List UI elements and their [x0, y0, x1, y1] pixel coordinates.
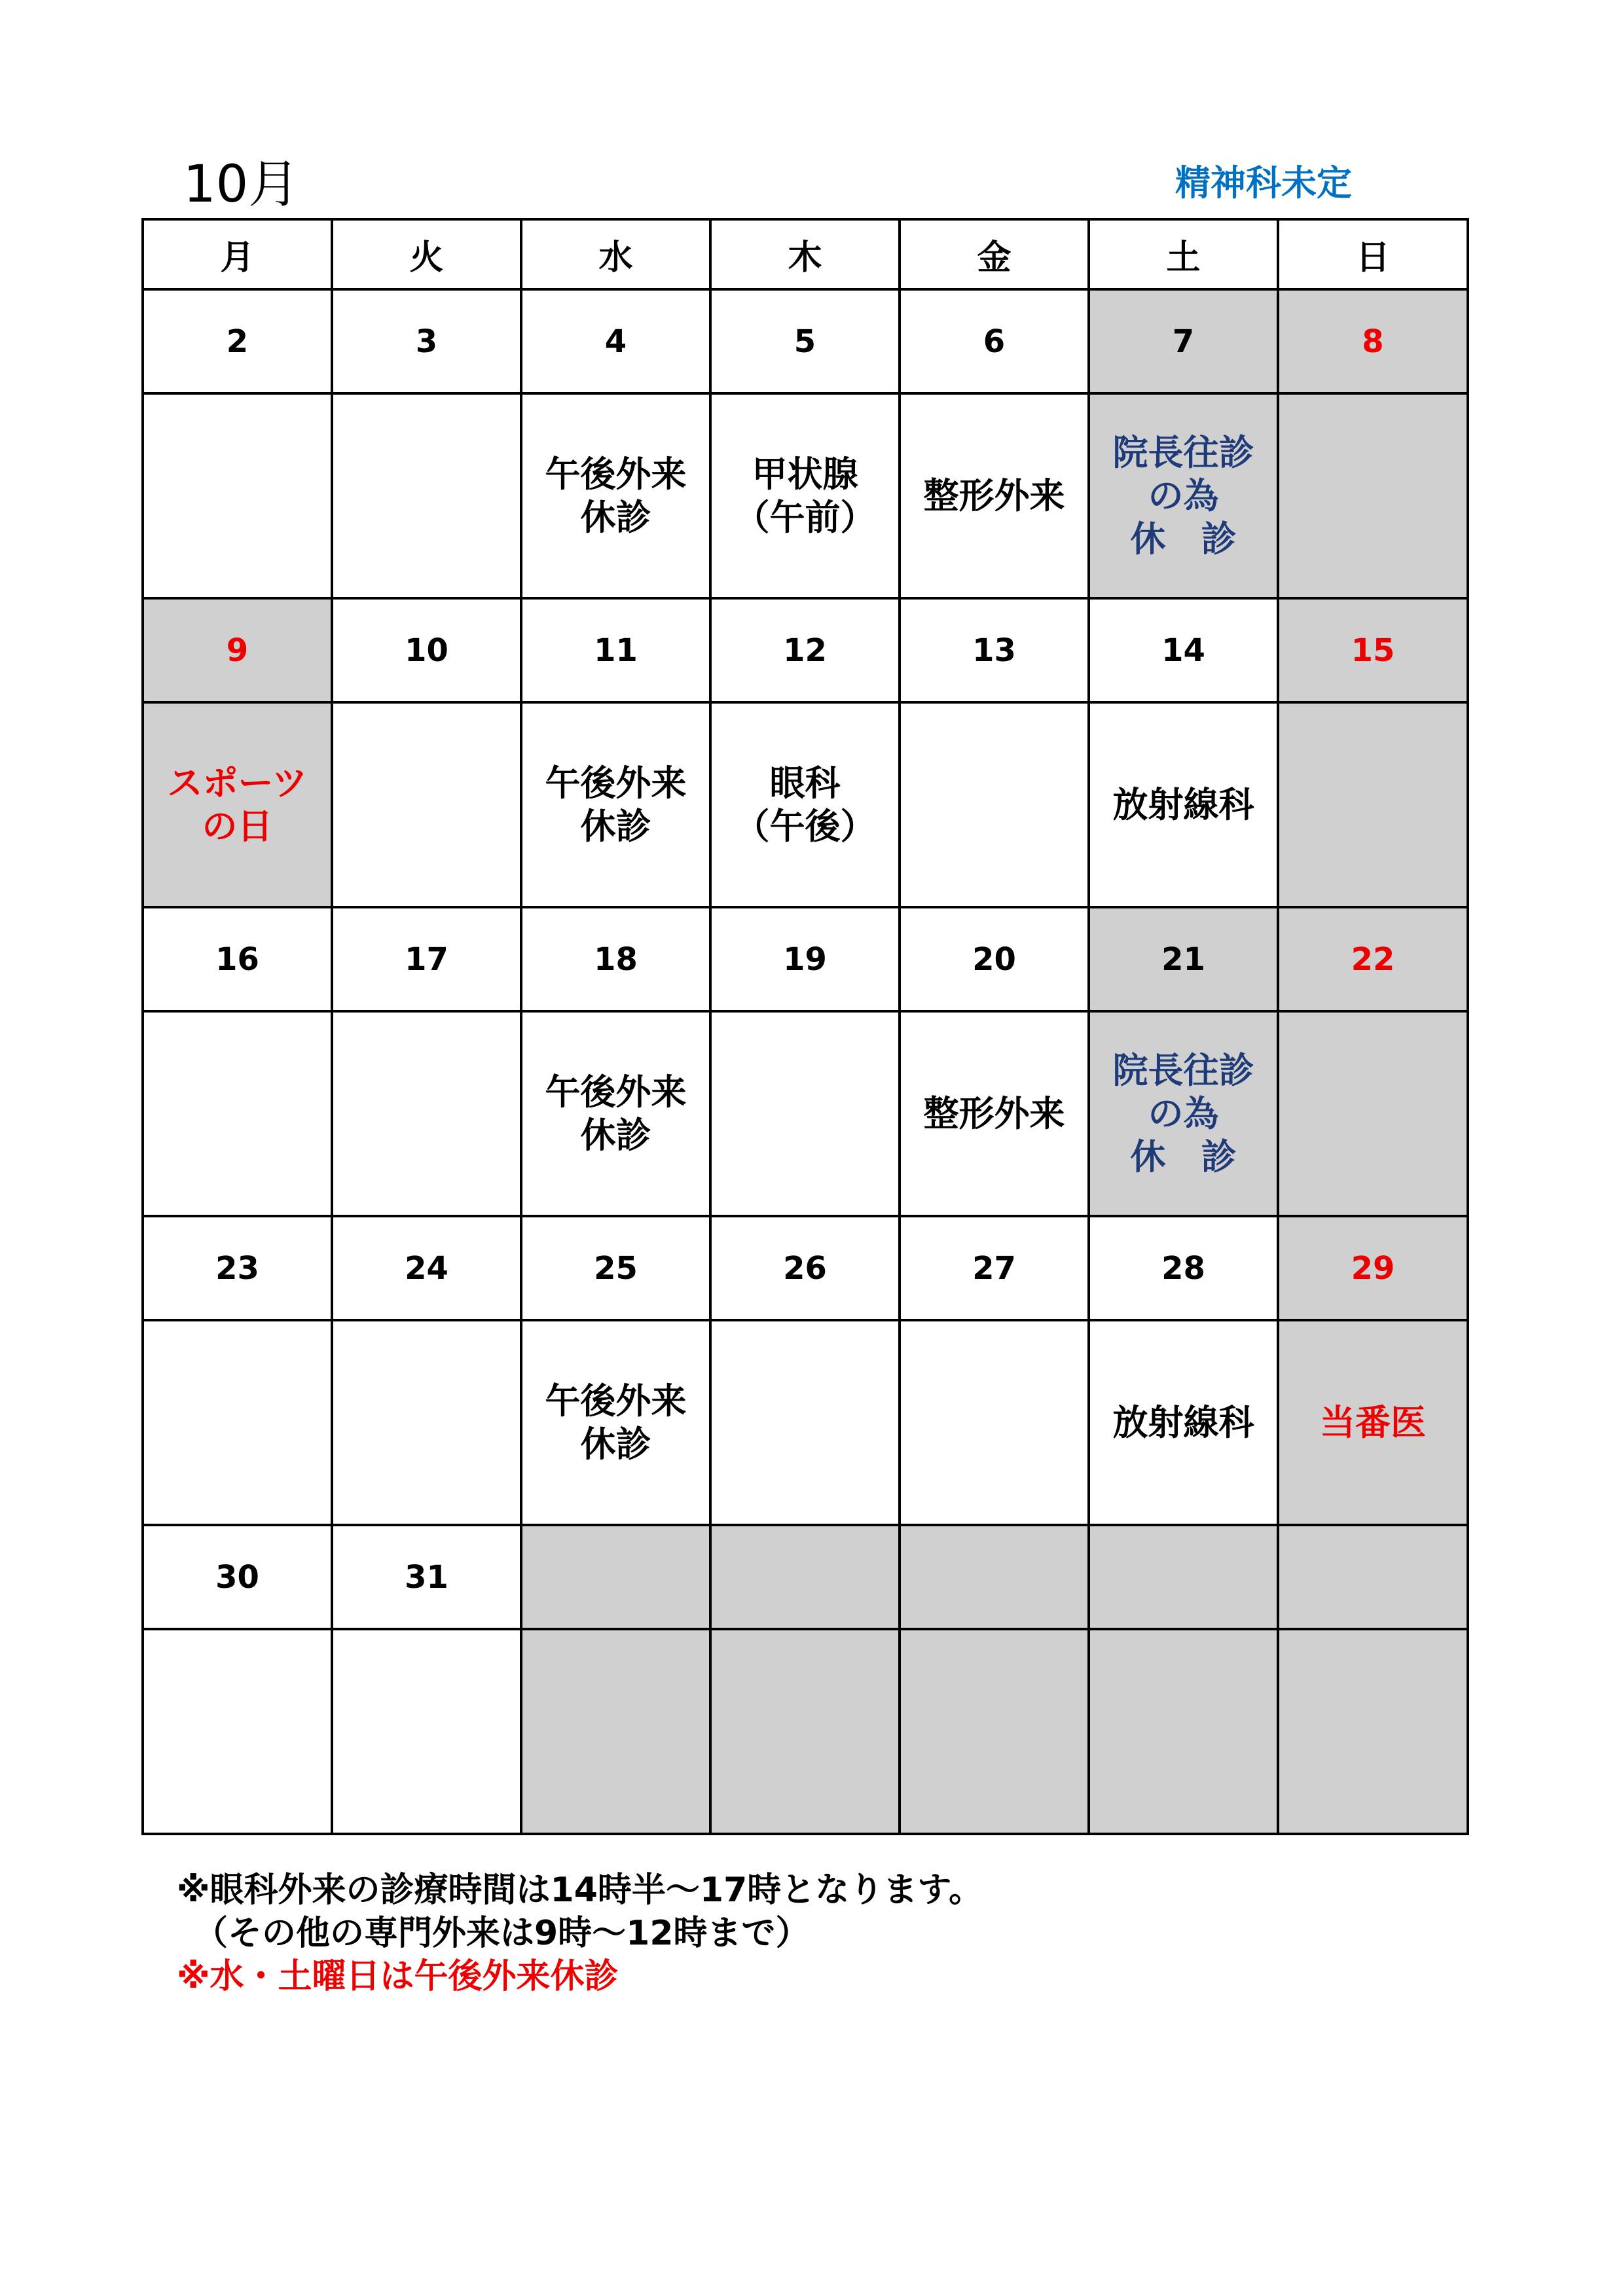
event-cell [1278, 1011, 1468, 1216]
event-cell [521, 702, 710, 907]
event-text: 休診 [580, 496, 651, 538]
date-row [143, 1525, 1468, 1629]
weekday-header: 木 [710, 219, 900, 289]
event-cell [521, 1629, 710, 1834]
date-cell: 5 [710, 289, 900, 393]
date-cell [521, 1525, 710, 1629]
event-text: 午後外来 [545, 762, 687, 804]
event-cell [521, 393, 710, 598]
event-cell [143, 1011, 332, 1216]
date-cell: 10 [332, 598, 521, 702]
event-cell [710, 1011, 900, 1216]
date-cell: 12 [710, 598, 900, 702]
date-cell: 13 [900, 598, 1089, 702]
date-cell: 2 [143, 289, 332, 393]
event-text: 休診 [580, 805, 651, 847]
date-cell: 29 [1278, 1216, 1468, 1320]
date-cell: 8 [1278, 289, 1468, 393]
weekday-header: 金 [900, 219, 1089, 289]
date-cell: 20 [900, 907, 1089, 1011]
date-cell: 11 [521, 598, 710, 702]
date-cell [900, 1525, 1089, 1629]
event-cell [332, 1629, 521, 1834]
event-text: 放射線科 [1112, 783, 1254, 825]
event-cell [143, 1320, 332, 1525]
event-text: の為 [1148, 1092, 1219, 1134]
note-afternoon-closed: ※水・土曜日は午後外来休診 [177, 1957, 619, 1996]
date-cell: 30 [143, 1525, 332, 1629]
event-text: の為 [1148, 475, 1219, 516]
event-text: 院長往診 [1112, 431, 1254, 473]
event-cell [1278, 1320, 1468, 1525]
event-cell [900, 1629, 1089, 1834]
event-text: 休診 [580, 1423, 651, 1465]
date-cell: 21 [1089, 907, 1278, 1011]
event-cell [900, 1011, 1089, 1216]
event-text: 午後外来 [545, 1380, 687, 1422]
event-text: 休 診 [1130, 518, 1237, 560]
event-text: 整形外来 [923, 1092, 1065, 1134]
department-note: 精神科未定 [1175, 162, 1352, 204]
event-cell [710, 1320, 900, 1525]
weekday-header-row [143, 219, 1468, 289]
footer-notes [177, 1869, 983, 1998]
date-cell: 31 [332, 1525, 521, 1629]
date-cell: 15 [1278, 598, 1468, 702]
date-cell: 22 [1278, 907, 1468, 1011]
event-cell [521, 1011, 710, 1216]
date-cell: 18 [521, 907, 710, 1011]
weekday-header: 日 [1278, 219, 1468, 289]
event-cell [900, 1320, 1089, 1525]
event-text: 午後外来 [545, 453, 687, 495]
date-cell [1089, 1525, 1278, 1629]
weekday-header: 土 [1089, 219, 1278, 289]
date-row [143, 289, 1468, 393]
date-cell: 6 [900, 289, 1089, 393]
weekday-header: 水 [521, 219, 710, 289]
event-cell [143, 1629, 332, 1834]
date-row [143, 598, 1468, 702]
event-text: 甲状腺 [752, 453, 858, 495]
date-cell: 7 [1089, 289, 1278, 393]
event-row [143, 1320, 1468, 1525]
weekday-header: 火 [332, 219, 521, 289]
date-row [143, 1216, 1468, 1320]
event-cell [1278, 393, 1468, 598]
event-text: の日 [202, 805, 273, 847]
event-cell [1278, 1629, 1468, 1834]
calendar-body [143, 289, 1468, 1834]
event-cell [900, 702, 1089, 907]
event-text: （午前） [734, 496, 876, 538]
event-text: 整形外来 [923, 475, 1065, 516]
event-text: 放射線科 [1112, 1401, 1254, 1443]
date-cell: 28 [1089, 1216, 1278, 1320]
date-cell [710, 1525, 900, 1629]
event-cell [332, 393, 521, 598]
note-specialist-hours: （その他の専門外来は9時～12時まで） [177, 1914, 810, 1953]
event-cell [1089, 1629, 1278, 1834]
event-cell [1278, 702, 1468, 907]
date-cell: 17 [332, 907, 521, 1011]
date-cell: 26 [710, 1216, 900, 1320]
note-eye-clinic-hours: ※眼科外来の診療時間は14時半～17時となります。 [177, 1871, 983, 1910]
date-cell [1278, 1525, 1468, 1629]
event-cell [710, 702, 900, 907]
event-cell [710, 393, 900, 598]
date-cell: 14 [1089, 598, 1278, 702]
event-cell [143, 702, 332, 907]
event-row [143, 702, 1468, 907]
event-cell [143, 393, 332, 598]
date-cell: 27 [900, 1216, 1089, 1320]
calendar-table [141, 218, 1469, 1835]
date-cell: 3 [332, 289, 521, 393]
event-row [143, 1629, 1468, 1834]
event-text: スポーツ [167, 762, 308, 804]
event-cell [710, 1629, 900, 1834]
event-cell [1089, 702, 1278, 907]
date-cell: 9 [143, 598, 332, 702]
event-text: 眼科 [769, 762, 841, 804]
date-cell: 16 [143, 907, 332, 1011]
event-cell [332, 1320, 521, 1525]
weekday-header: 月 [143, 219, 332, 289]
date-row [143, 907, 1468, 1011]
event-cell [1089, 393, 1278, 598]
event-cell [332, 1011, 521, 1216]
date-cell: 23 [143, 1216, 332, 1320]
event-text: 午後外来 [545, 1071, 687, 1113]
event-cell [332, 702, 521, 907]
event-row [143, 1011, 1468, 1216]
event-text: 休 診 [1130, 1136, 1237, 1177]
event-text: 休診 [580, 1114, 651, 1156]
event-text: 院長往診 [1112, 1049, 1254, 1091]
event-cell [1089, 1320, 1278, 1525]
month-title: 10月 [183, 155, 300, 214]
event-cell [900, 393, 1089, 598]
date-cell: 24 [332, 1216, 521, 1320]
event-text: 当番医 [1320, 1401, 1426, 1443]
date-cell: 4 [521, 289, 710, 393]
event-row [143, 393, 1468, 598]
date-cell: 25 [521, 1216, 710, 1320]
event-cell [521, 1320, 710, 1525]
event-text: （午後） [734, 805, 876, 847]
date-cell: 19 [710, 907, 900, 1011]
event-cell [1089, 1011, 1278, 1216]
